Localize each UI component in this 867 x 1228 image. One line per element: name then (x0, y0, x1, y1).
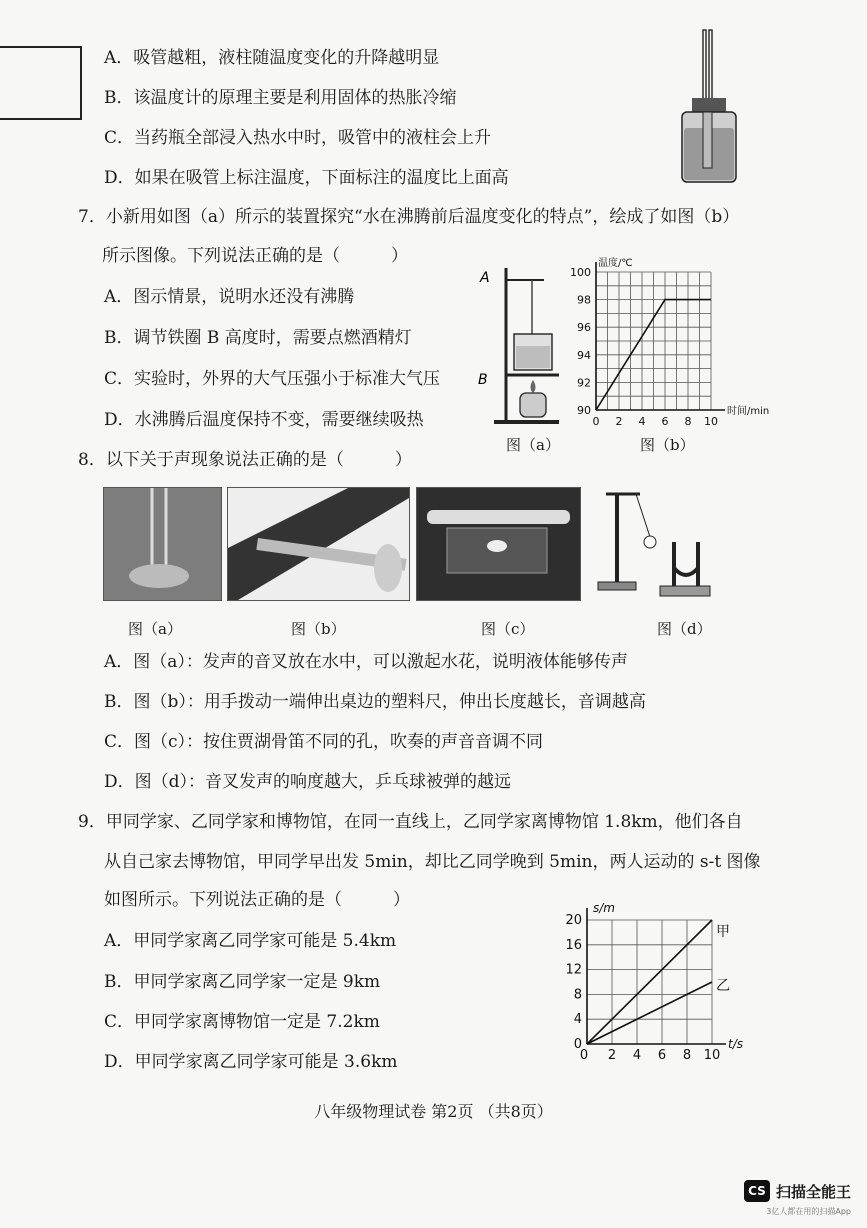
bottle-thermometer-figure (676, 28, 746, 186)
series-label-1: 甲 (716, 924, 730, 940)
origin-label: 0 (579, 1048, 589, 1062)
x-tick-label: 2 (615, 415, 623, 428)
ruler-on-table-photo (227, 487, 410, 601)
q8-caption-c: 图（c） (481, 620, 535, 638)
temperature-time-chart (560, 254, 770, 436)
series-line-2 (587, 982, 712, 1044)
x-tick-label: 2 (607, 1048, 617, 1062)
y-tick-label: 20 (565, 913, 582, 928)
y-tick-label: 96 (577, 321, 591, 335)
y-tick-label: 0 (573, 1037, 582, 1052)
q7-figure-b-caption: 图（b） (640, 436, 695, 454)
y-tick-label: 90 (577, 404, 591, 417)
y-tick-label: 100 (570, 266, 591, 279)
y-axis-label: s/m (593, 901, 615, 915)
q7-stem-line2: 所示图像。下列说法正确的是（ ） (102, 246, 408, 266)
y-tick-label: 4 (573, 1012, 582, 1028)
q7-option-a: A．图示情景，说明水还没有沸腾 (104, 287, 355, 307)
distance-time-chart (555, 898, 770, 1062)
series-line-1 (587, 920, 712, 1044)
page-footer: 八年级物理试卷 第2页 （共8页） (314, 1102, 553, 1121)
y-tick-label: 94 (577, 348, 591, 362)
y-tick-label: 98 (577, 293, 591, 307)
q7-stem-line1: 7．小新用如图（a）所示的装置探究“水在沸腾前后温度变化的特点”，绘成了如图（b） (78, 207, 740, 227)
q8-caption-a: 图（a） (128, 620, 182, 638)
q8-caption-d: 图（d） (657, 620, 712, 638)
scanner-watermark (744, 1180, 851, 1202)
q8-stem: 8．以下关于声现象说法正确的是（ ） (78, 450, 412, 470)
q7-option-d: D．水沸腾后温度保持不变，需要继续吸热 (104, 410, 424, 430)
x-tick-label: 4 (638, 415, 646, 428)
x-tick-label: 4 (632, 1048, 642, 1062)
q9-stem-line3: 如图所示。下列说法正确的是（ ） (104, 890, 410, 910)
y-tick-label: 92 (577, 376, 591, 390)
q6-option-a: A．吸管越粗，液柱随温度变化的升降越明显 (104, 48, 440, 68)
q8-option-c: C．图（c）：按住贾湖骨笛不同的孔，吹奏的声音音调不同 (104, 732, 544, 752)
q9-option-c: C．甲同学家离博物馆一定是 7.2km (104, 1012, 380, 1032)
q8-option-a: A．图（a）：发声的音叉放在水中，可以激起水花，说明液体能够传声 (104, 652, 628, 672)
x-tick-label: 10 (703, 1048, 721, 1062)
ring-label-b: B (478, 372, 488, 388)
bone-flute-photo (416, 487, 581, 601)
tuning-fork-pingpong-figure (590, 482, 715, 602)
x-tick-label: 10 (704, 415, 718, 428)
q6-option-d: D．如果在吸管上标注温度，下面标注的温度比上面高 (104, 168, 509, 188)
series-label-2: 乙 (716, 978, 730, 994)
q7-figure-a-caption: 图（a） (506, 436, 560, 454)
q8-option-b: B．图（b）：用手拨动一端伸出桌边的塑料尺，伸出长度越长，音调越高 (104, 692, 646, 712)
q6-option-c: C．当药瓶全部浸入热水中时，吸管中的液柱会上升 (104, 128, 492, 148)
x-tick-label: 8 (684, 415, 692, 428)
y-tick-label: 8 (573, 987, 582, 1003)
scanner-logo-icon: CS (744, 1180, 770, 1202)
q7-option-c: C．实验时，外界的大气压强小于标准大气压 (104, 369, 441, 389)
x-tick-label: 0 (592, 415, 600, 428)
q8-option-d: D．图（d）：音叉发声的响度越大，乒乓球被弹的越远 (104, 772, 512, 792)
q9-stem-line2: 从自己家去博物馆，甲同学早出发 5min，却比乙同学晚到 5min，两人运动的 s-t 图像 (104, 852, 761, 872)
ring-label-a: A (480, 270, 490, 286)
q7-option-b: B．调节铁圈 B 高度时，需要点燃酒精灯 (104, 328, 412, 348)
x-axis-label: 时间/min (727, 406, 770, 417)
x-axis-label: t/s (728, 1037, 743, 1051)
y-tick-label: 16 (565, 937, 582, 953)
scanner-tagline: 3亿人都在用的扫描App (766, 1207, 851, 1216)
y-tick-label: 12 (565, 962, 582, 978)
boiling-apparatus-figure (474, 260, 574, 430)
q9-option-d: D．甲同学家离乙同学家可能是 3.6km (104, 1052, 398, 1072)
y-axis-label: 温度/℃ (598, 258, 633, 269)
tuning-fork-in-water-photo (103, 487, 222, 601)
x-tick-label: 8 (682, 1048, 692, 1062)
q9-option-a: A．甲同学家离乙同学家可能是 5.4km (104, 931, 397, 951)
x-tick-label: 6 (657, 1048, 667, 1062)
q6-option-b: B．该温度计的原理主要是利用固体的热胀冷缩 (104, 88, 457, 108)
answer-box-fragment (0, 46, 82, 120)
scanner-app-name: 扫描全能王 (775, 1182, 851, 1201)
q8-caption-b: 图（b） (291, 620, 346, 638)
x-tick-label: 6 (661, 415, 669, 428)
q9-stem-line1: 9．甲同学家、乙同学家和博物馆，在同一直线上，乙同学家离博物馆 1.8km，他们各自 (78, 812, 743, 832)
q9-option-b: B．甲同学家离乙同学家一定是 9km (104, 972, 381, 992)
